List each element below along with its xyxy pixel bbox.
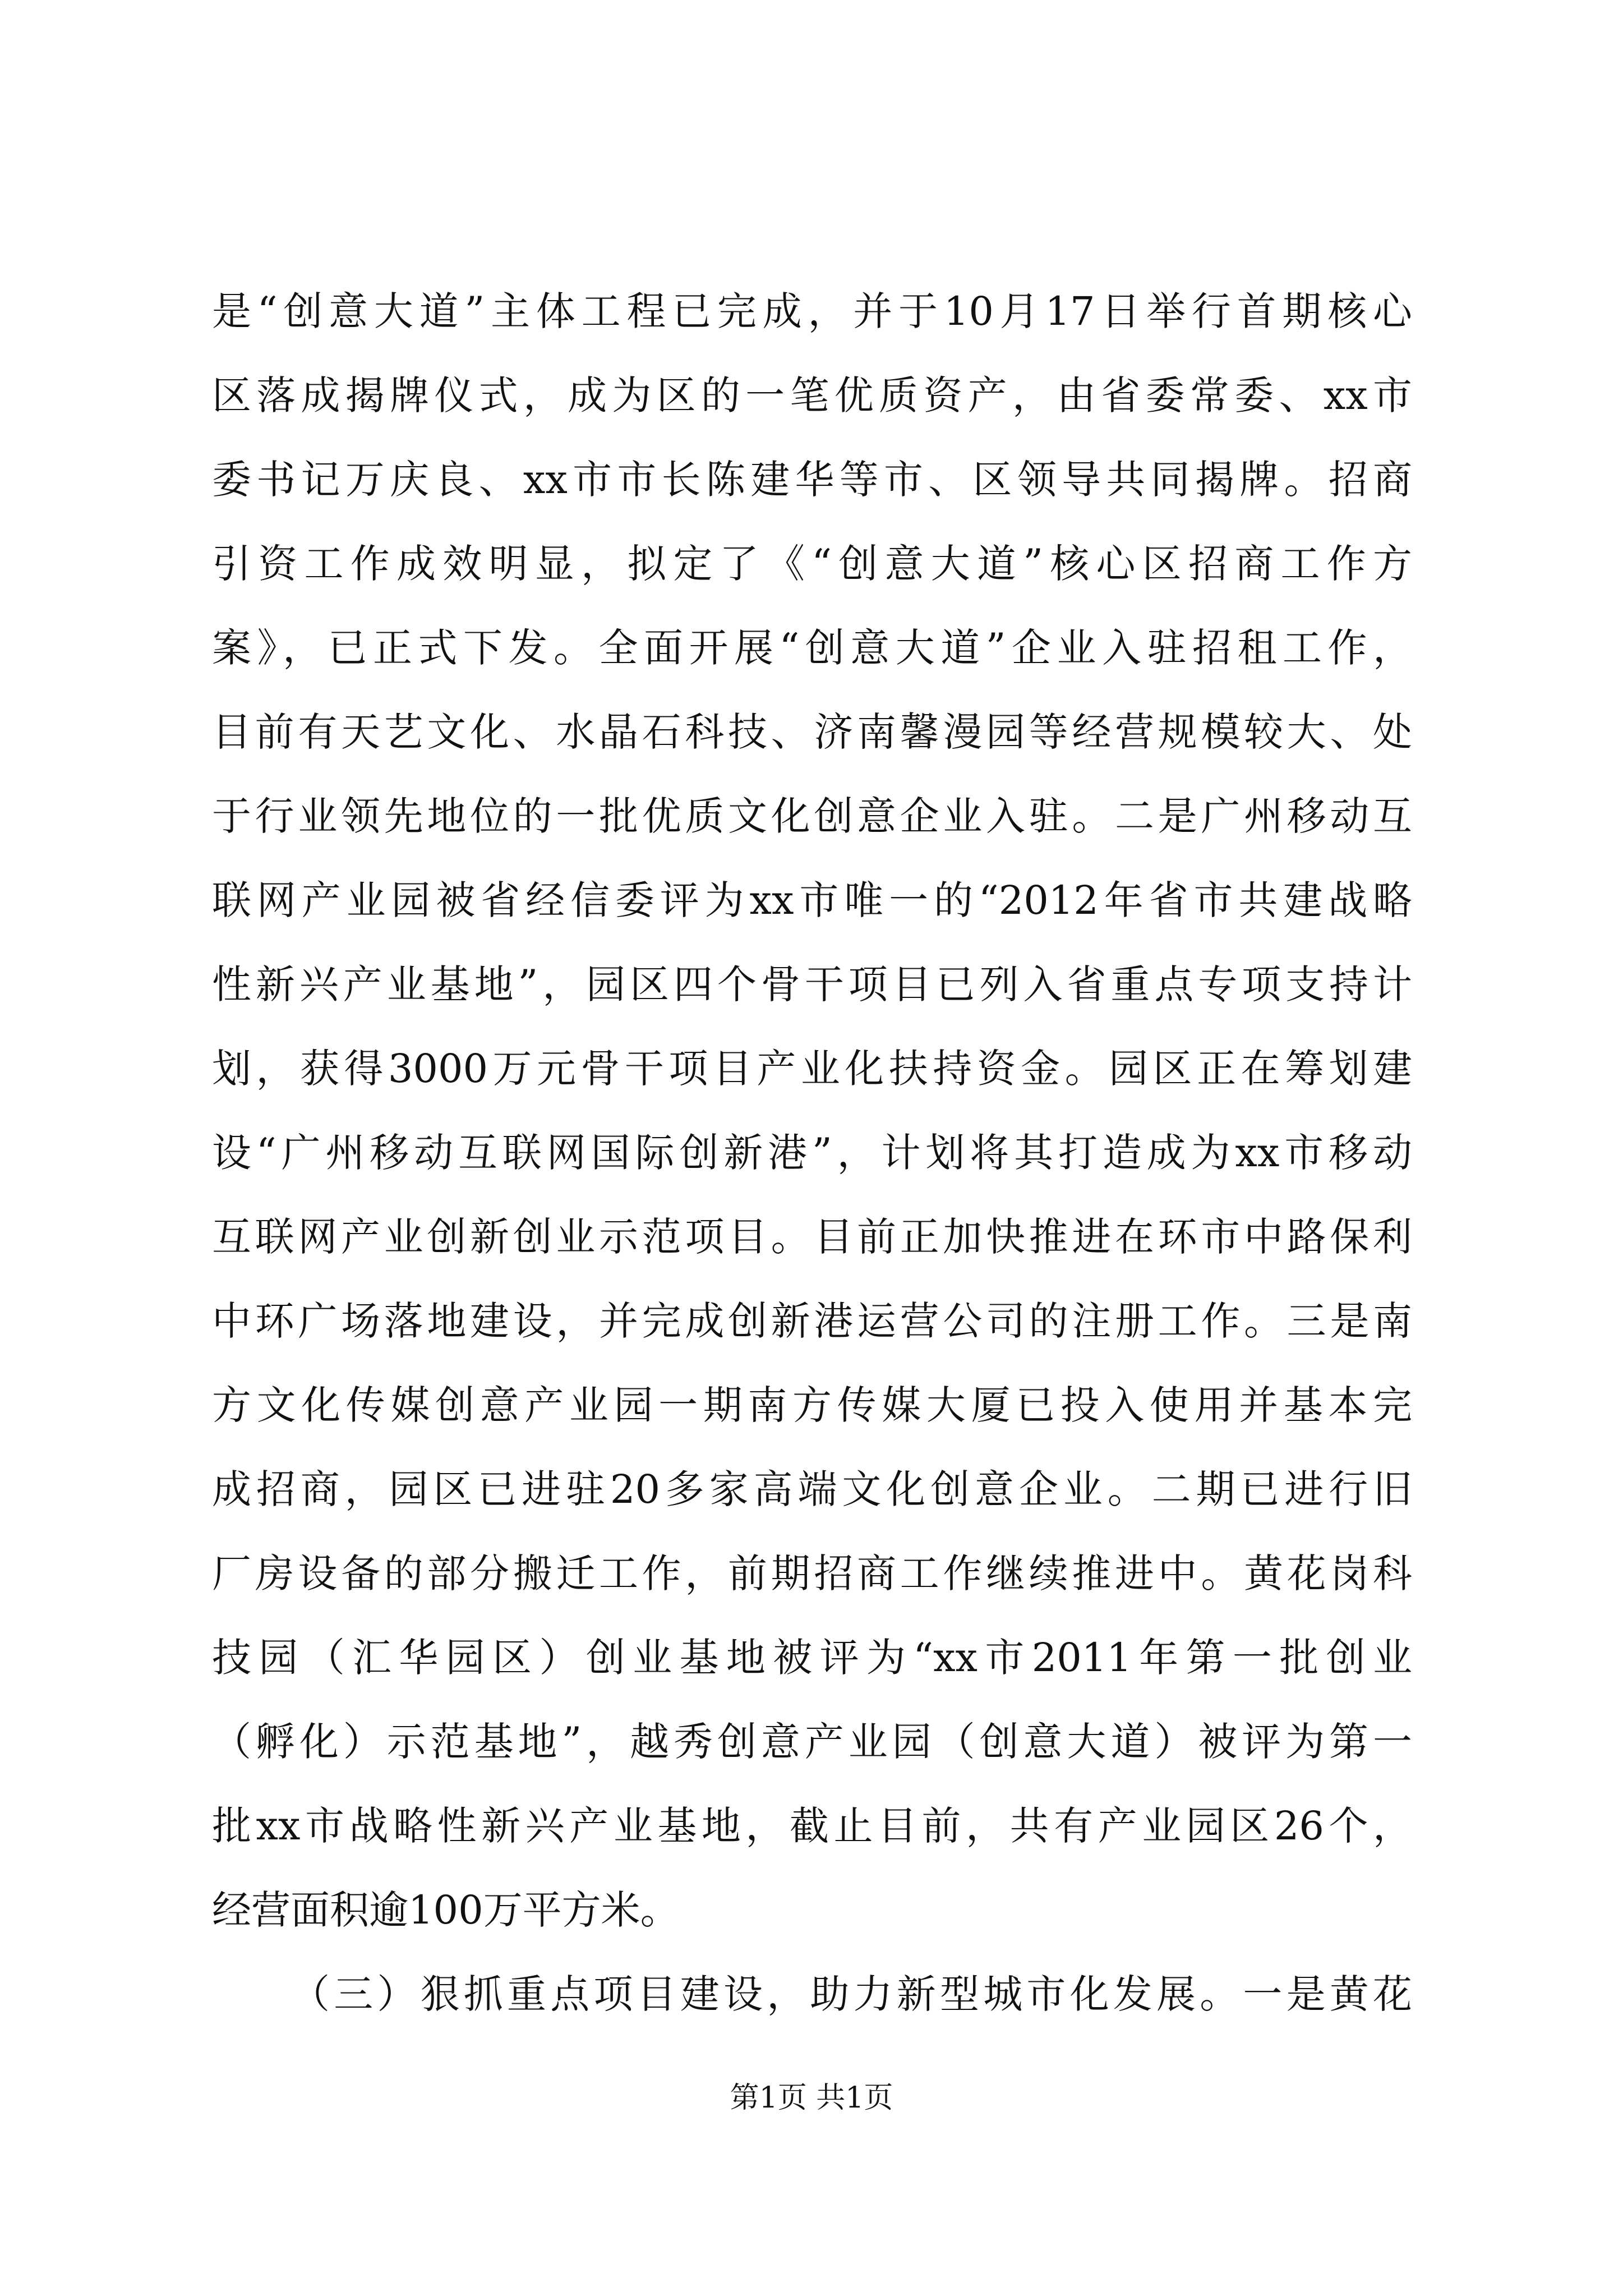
text-line: 委书记万庆良、xx市市长陈建华等市、区领导共同揭牌。招商 xyxy=(212,457,1412,503)
text-line: 于行业领先地位的一批优质文化创意企业入驻。二是广州移动互 xyxy=(212,793,1412,839)
text-line: 设“广州移动互联网国际创新港”，计划将其打造成为xx市移动 xyxy=(212,1130,1412,1176)
text-line: 引资工作成效明显，拟定了《“创意大道”核心区招商工作方 xyxy=(212,541,1412,587)
text-line: 区落成揭牌仪式，成为区的一笔优质资产，由省委常委、xx市 xyxy=(212,372,1412,418)
text-line: 厂房设备的部分搬迁工作，前期招商工作继续推进中。黄花岗科 xyxy=(212,1550,1412,1596)
text-line: 案》，已正式下发。全面开展“创意大道”企业入驻招租工作， xyxy=(212,625,1412,671)
text-line: 划，获得3000万元骨干项目产业化扶持资金。园区正在筹划建 xyxy=(212,1046,1412,1092)
text-line: 技园（汇华园区）创业基地被评为“xx市2011年第一批创业 xyxy=(212,1635,1412,1681)
text-line: 经营面积逾100万平方米。 xyxy=(212,1887,680,1933)
text-line: 目前有天艺文化、水晶石科技、济南馨漫园等经营规模较大、处 xyxy=(212,709,1412,755)
text-line: 是“创意大道”主体工程已完成，并于10月17日举行首期核心 xyxy=(212,288,1412,334)
text-line: 性新兴产业基地”，园区四个骨干项目已列入省重点专项支持计 xyxy=(212,961,1412,1007)
text-line: 批xx市战略性新兴产业基地，截止目前，共有产业园区26个， xyxy=(212,1803,1412,1849)
text-line: 中环广场落地建设，并完成创新港运营公司的注册工作。三是南 xyxy=(212,1298,1412,1344)
text-line: 成招商，园区已进驻20多家高端文化创意企业。二期已进行旧 xyxy=(212,1466,1412,1512)
text-line: 方文化传媒创意产业园一期南方传媒大厦已投入使用并基本完 xyxy=(212,1382,1412,1428)
page-footer: 第1页 共1页 xyxy=(730,2081,893,2115)
paragraph-first-line: （三）狠抓重点项目建设，助力新型城市化发展。一是黄花 xyxy=(291,1971,1412,2017)
text-line: 联网产业园被省经信委评为xx市唯一的“2012年省市共建战略 xyxy=(212,877,1412,923)
text-line: （孵化）示范基地”，越秀创意产业园（创意大道）被评为第一 xyxy=(212,1719,1412,1765)
text-line: 互联网产业创新创业示范项目。目前正加快推进在环市中路保利 xyxy=(212,1214,1412,1260)
